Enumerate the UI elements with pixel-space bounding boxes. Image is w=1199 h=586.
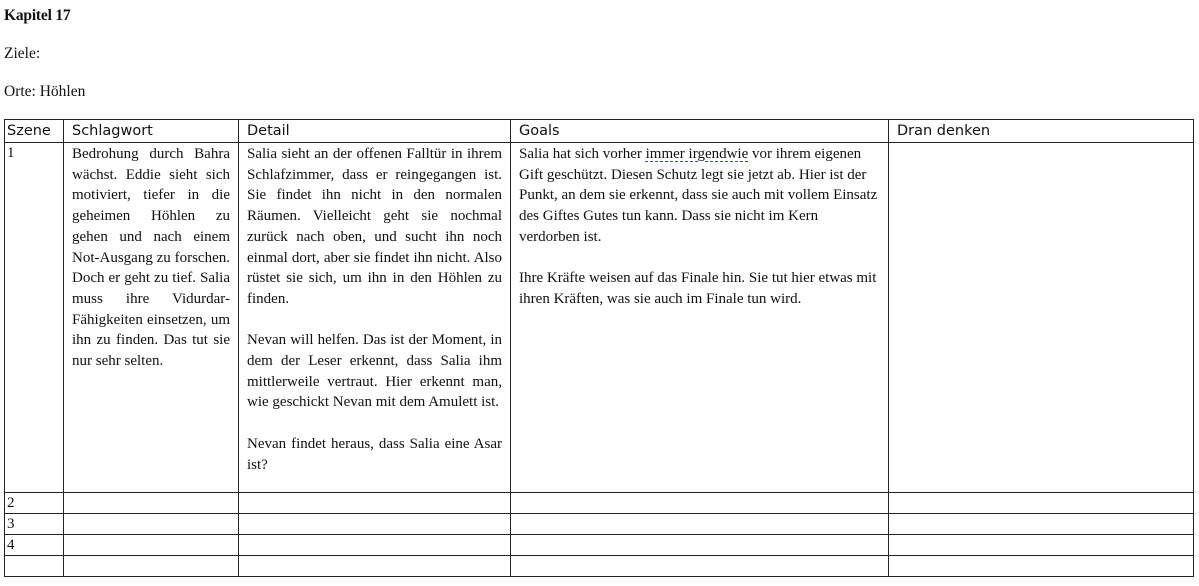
chapter-heading[interactable]: Kapitel 17 bbox=[4, 7, 71, 24]
cell-detail[interactable] bbox=[239, 556, 511, 577]
detail-paragraph: Nevan will helfen. Das ist der Moment, in dem der Leser erkennt, dass Salia ihm mittlerweile vertraut. Hier erkennt man, wie geschickt Nevan mit dem Amulett ist. bbox=[247, 332, 502, 411]
header-szene[interactable]: Szene bbox=[5, 120, 64, 143]
table-header-row bbox=[5, 120, 1194, 143]
spellcheck-flagged-text[interactable]: immer irgendwie bbox=[645, 146, 749, 162]
cell-detail[interactable] bbox=[239, 493, 511, 514]
table-row bbox=[5, 143, 1194, 493]
cell-szene[interactable]: 2 bbox=[5, 493, 64, 514]
cell-goals[interactable] bbox=[511, 143, 889, 493]
cell-goals[interactable] bbox=[511, 535, 889, 556]
cell-schlagwort[interactable]: Bedrohung durch Bahra wächst. Eddie sieht sich motiviert, tiefer in die geheimen Höhlen zu gehen und nach einem Not-Ausgang zu forschen. Doch er geht zu tief. Salia muss ihre Vidurdar-Fähigkeiten einsetzen, um ihn zu finden. Das tut sie nur sehr selten. bbox=[64, 143, 239, 493]
table-row bbox=[5, 493, 1194, 514]
cell-schlagwort[interactable] bbox=[64, 556, 239, 577]
cell-szene[interactable]: 1 bbox=[5, 143, 64, 493]
cell-goals[interactable] bbox=[511, 514, 889, 535]
table-row bbox=[5, 556, 1194, 577]
cell-dran-denken[interactable] bbox=[889, 535, 1194, 556]
cell-detail[interactable] bbox=[239, 535, 511, 556]
detail-paragraph: Nevan findet heraus, dass Salia eine Asar ist? bbox=[247, 435, 502, 473]
cell-detail[interactable] bbox=[239, 514, 511, 535]
cell-szene[interactable]: 4 bbox=[5, 535, 64, 556]
cell-szene[interactable]: 3 bbox=[5, 514, 64, 535]
cell-schlagwort[interactable] bbox=[64, 535, 239, 556]
cell-dran-denken[interactable] bbox=[889, 143, 1194, 493]
cell-dran-denken[interactable] bbox=[889, 493, 1194, 514]
cell-schlagwort[interactable] bbox=[64, 493, 239, 514]
goals-paragraph: Ihre Kräfte weisen auf das Finale hin. Sie tut hier etwas mit ihren Kräften, was sie auch im Finale tun wird. bbox=[519, 270, 877, 307]
cell-goals[interactable] bbox=[511, 556, 889, 577]
header-goals[interactable]: Goals bbox=[511, 120, 889, 143]
locations-line[interactable]: Orte: Höhlen bbox=[4, 83, 86, 100]
goals-line[interactable]: Ziele: bbox=[4, 45, 41, 62]
scene-table bbox=[4, 119, 1194, 577]
header-schlagwort[interactable]: Schlagwort bbox=[64, 120, 239, 143]
cell-schlagwort[interactable] bbox=[64, 514, 239, 535]
table-row bbox=[5, 514, 1194, 535]
cell-detail[interactable] bbox=[239, 143, 511, 493]
cell-dran-denken[interactable] bbox=[889, 556, 1194, 577]
table-row bbox=[5, 535, 1194, 556]
header-dran-denken[interactable]: Dran denken bbox=[889, 120, 1194, 143]
cell-goals[interactable] bbox=[511, 493, 889, 514]
detail-paragraph: Salia sieht an der offenen Falltür in ihrem Schlafzimmer, dass er reingegangen ist. Sie findet ihn nicht in den normalen Räumen. Vielleicht geht sie nochmal zurück nach oben, und sucht ihn noch einmal dort, aber sie findet ihn nicht. Also rüstet sie sich, um ihn in den Höhlen zu finden. bbox=[247, 146, 502, 307]
cell-szene[interactable] bbox=[5, 556, 64, 577]
goals-paragraph: Salia hat sich vorher immer irgendwie vor ihrem eigenen Gift geschützt. Diesen Schutz legt sie jetzt ab. Hier ist der Punkt, an dem sie erkennt, dass sie auch mit vollem Einsatz des Giftes Gutes tun kann. Dass sie nicht im Kern verdorben ist. bbox=[519, 146, 878, 245]
cell-dran-denken[interactable] bbox=[889, 514, 1194, 535]
header-detail[interactable]: Detail bbox=[239, 120, 511, 143]
